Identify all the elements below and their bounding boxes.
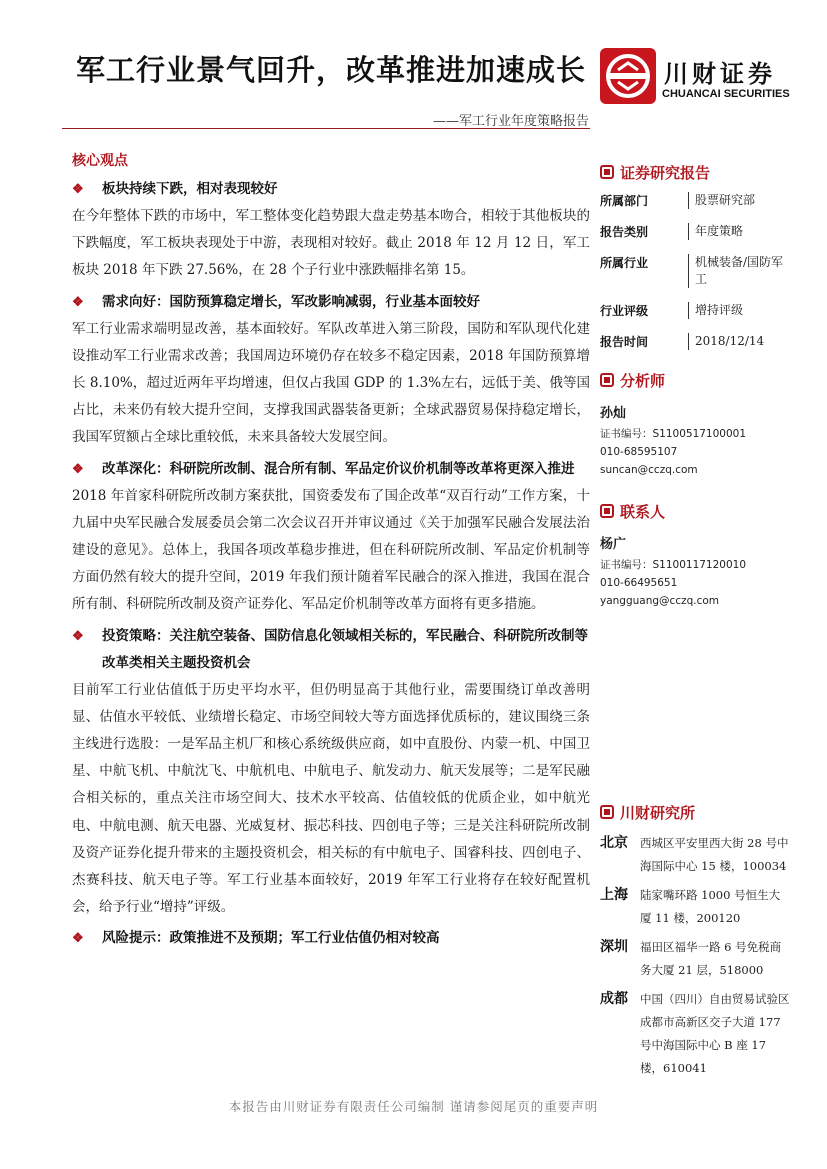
analyst-heading: 分析师 [600,368,790,392]
info-row: 行业评级 增持评级 [600,302,790,319]
main-content [72,150,590,952]
risk-warning: ❖ 风险提示：政策推进不及预期；军工行业估值仍相对较高 [72,925,590,952]
page-footer: 本报告由川财证券有限责任公司编制 谨请参阅尾页的重要声明 [228,1099,599,1114]
company-logo [600,48,800,110]
report-info-heading: 证券研究报告 [600,160,790,184]
section-body: 目前军工行业估值低于历史平均水平，但仍明显高于其他行业，需要围绕订单改善明显、估值水平较低、业绩增长稳定、市场空间较大等方面选择优质标的，建议围绕三条主线进行选股：一是军品主机厂和核心系统级供应商，如中直股份、内蒙一机、中国卫星、中航飞机、中航沈飞、中航机电、中航电子、航发动力、航天发展等；二是军民融合相关标的，重点关注市场空间大、技术水平较高、估值较低的优质企业，如中航光电、中航电测、航天电器、光威复材、振芯科技、四创电子等；三是关注科研院所改制及资产证券化提升带来的主题投资机会，相关标的有中航电子、国睿科技、四创电子、杰赛科技、航天电子等。军工行业基本面较好，2019 年军工行业将存在较好配置机会，给予行业“增持”评级。 [72,681,590,916]
analyst-phone: 010-68595107 [600,446,678,458]
office-item: 上海 陆家嘴环路 1000 号恒生大厦 11 楼，200120 [600,887,781,925]
office-item: 北京 西城区平安里西大街 28 号中海国际中心 15 楼，100034 [600,835,789,873]
header-divider [62,128,590,129]
section-body: 在今年整体下跌的市场中，军工整体变化趋势跟大盘走势基本吻合，相较于其他板块的下跌幅度，军工板块表现处于中游，表现相对较好。截止 2018 年 12 月 12 日，军工板块 2018 年下跌 27.56%，在 28 个子行业中涨跌幅排名第 15。 [72,208,590,279]
office-item: 成都 中国（四川）自由贸易试验区成都市高新区交子大道 177 号中海国际中心 B 座 17 楼，610041 [600,991,790,1075]
info-row: 所属行业 机械装备/国防军工 [600,254,790,288]
diamond-bullet-icon: ❖ [72,182,84,197]
contact-heading: 联系人 [600,499,790,523]
diamond-bullet-icon: ❖ [72,628,84,644]
report-info-table [600,192,790,350]
square-bullet-icon [600,165,614,179]
info-row: 所属部门 股票研究部 [600,192,790,209]
section-heading: ❖ 板块持续下跌，相对表现较好 [72,176,590,203]
report-title: 军工行业景气回升，改革推进加速成长 [76,53,587,87]
square-bullet-icon [600,373,614,387]
contact-name: 杨广 [600,537,627,552]
section-heading: ❖ 改革深化：科研院所改制、混合所有制、军品定价议价机制等改革将更深入推进 [72,456,590,483]
contact-cert: 证书编号：S1100117120010 [600,559,747,571]
report-subtitle: ——军工行业年度策略报告 [432,114,589,129]
contact-card [600,533,790,610]
section-heading: ❖ 投资策略：关注航空装备、国防信息化领域相关标的，军民融合、科研院所改制等改革类相关主题投资机会 [72,623,590,677]
analyst-cert: 证书编号：S1100517100001 [600,428,747,440]
square-bullet-icon [600,504,614,518]
info-row: 报告类别 年度策略 [600,223,790,240]
office-list [600,832,790,1080]
analyst-card [600,402,790,479]
office-item: 深圳 福田区福华一路 6 号免税商务大厦 21 层，518000 [600,939,782,977]
logo-text-cn: 川财证券 [664,60,776,88]
diamond-bullet-icon: ❖ [72,931,84,947]
section-body: 军工行业需求端明显改善，基本面较好。军队改革进入第三阶段，国防和军队现代化建设推动军工行业需求改善；我国周边环境仍存在较多不稳定因素，2018 年国防预算增长 8.10%，超过近两年平均增速，但仅占我国 GDP 的 1.3%左右，远低于美、俄等国占比，未来仍有较大提升空间，支撑我国武器装备更新；全球武器贸易保持稳定增长，我国军贸额占全球比重较低，未来具备较大发展空间。 [72,320,590,446]
logo-text-en: CHUANCAI SECURITIES [662,88,790,100]
sidebar [600,160,790,1086]
section-heading: ❖ 需求向好：国防预算稳定增长，军改影响减弱，行业基本面较好 [72,289,590,316]
diamond-bullet-icon: ❖ [72,461,84,477]
institute-heading: 川财研究所 [600,800,790,824]
analyst-name: 孙灿 [600,406,627,421]
info-row: 报告时间 2018/12/14 [600,333,790,350]
contact-email[interactable]: yangguang@cczq.com [600,595,720,607]
diamond-bullet-icon: ❖ [72,294,84,310]
square-bullet-icon [600,805,614,819]
contact-phone: 010-66495651 [600,577,678,589]
logo-mark-icon [600,48,656,104]
core-view-title: 核心观点 [72,153,128,169]
section-body: 2018 年首家科研院所改制方案获批，国资委发布了国企改革“双百行动”工作方案，十九届中央军民融合发展委员会第二次会议召开并审议通过《关于加强军民融合发展法治建设的意见》。总体上，我国各项改革稳步推进，但在科研院所改制、军品定价机制等方面仍然有较大的提升空间，2019 年我们预计随着军民融合的深入推进，我国在混合所有制、科研院所改制及资产证券化、军品定价机制等改革方面将有更多措施。 [72,487,590,613]
analyst-email[interactable]: suncan@cczq.com [600,464,698,476]
